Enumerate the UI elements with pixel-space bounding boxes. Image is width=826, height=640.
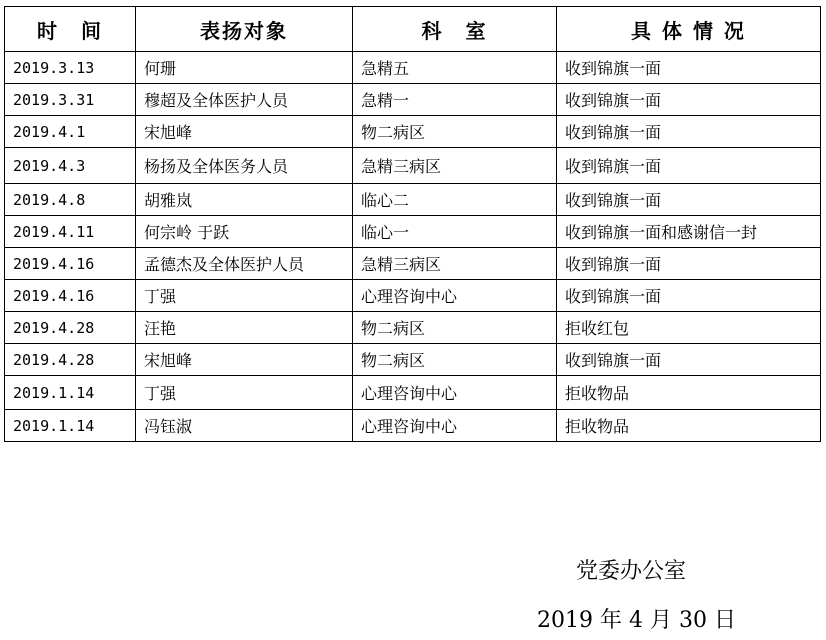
cell-person: 胡雅岚 xyxy=(136,184,353,216)
cell-person: 冯钰淑 xyxy=(136,410,353,442)
cell-department: 临心一 xyxy=(353,216,557,248)
cell-date: 2019.4.16 xyxy=(5,248,136,280)
cell-detail: 收到锦旗一面和感谢信一封 xyxy=(557,216,821,248)
cell-department: 物二病区 xyxy=(353,116,557,148)
cell-person: 丁强 xyxy=(136,376,353,410)
table-row xyxy=(5,84,821,116)
cell-date: 2019.4.28 xyxy=(5,344,136,376)
cell-date: 2019.4.11 xyxy=(5,216,136,248)
header-detail: 具 体 情 况 xyxy=(557,7,821,52)
cell-department: 心理咨询中心 xyxy=(353,280,557,312)
cell-date: 2019.3.31 xyxy=(5,84,136,116)
cell-department: 心理咨询中心 xyxy=(353,376,557,410)
cell-detail: 收到锦旗一面 xyxy=(557,84,821,116)
table-row xyxy=(5,52,821,84)
cell-person: 汪艳 xyxy=(136,312,353,344)
cell-date: 2019.4.16 xyxy=(5,280,136,312)
table-row xyxy=(5,312,821,344)
cell-detail: 拒收物品 xyxy=(557,410,821,442)
cell-department: 临心二 xyxy=(353,184,557,216)
cell-department: 急精一 xyxy=(353,84,557,116)
cell-department: 心理咨询中心 xyxy=(353,410,557,442)
cell-detail: 拒收物品 xyxy=(557,376,821,410)
header-date: 时 间 xyxy=(5,7,136,52)
cell-person: 孟德杰及全体医护人员 xyxy=(136,248,353,280)
cell-detail: 收到锦旗一面 xyxy=(557,52,821,84)
cell-date: 2019.4.3 xyxy=(5,148,136,184)
table-row xyxy=(5,376,821,410)
cell-person: 丁强 xyxy=(136,280,353,312)
cell-person: 宋旭峰 xyxy=(136,344,353,376)
table-row xyxy=(5,280,821,312)
cell-detail: 收到锦旗一面 xyxy=(557,184,821,216)
table-header-row xyxy=(5,7,821,52)
table-row xyxy=(5,148,821,184)
cell-detail: 收到锦旗一面 xyxy=(557,116,821,148)
cell-department: 物二病区 xyxy=(353,312,557,344)
cell-person: 宋旭峰 xyxy=(136,116,353,148)
issue-date: 2019 年 4 月 30 日 xyxy=(537,608,736,633)
table-row xyxy=(5,116,821,148)
cell-person: 何宗岭 于跃 xyxy=(136,216,353,248)
cell-detail: 收到锦旗一面 xyxy=(557,344,821,376)
cell-department: 物二病区 xyxy=(353,344,557,376)
cell-date: 2019.3.13 xyxy=(5,52,136,84)
cell-detail: 收到锦旗一面 xyxy=(557,248,821,280)
cell-date: 2019.1.14 xyxy=(5,410,136,442)
cell-date: 2019.1.14 xyxy=(5,376,136,410)
cell-person: 何珊 xyxy=(136,52,353,84)
cell-department: 急精三病区 xyxy=(353,248,557,280)
cell-person: 杨扬及全体医务人员 xyxy=(136,148,353,184)
header-department: 科 室 xyxy=(353,7,557,52)
cell-date: 2019.4.8 xyxy=(5,184,136,216)
cell-department: 急精三病区 xyxy=(353,148,557,184)
cell-detail: 收到锦旗一面 xyxy=(557,280,821,312)
cell-person: 穆超及全体医护人员 xyxy=(136,84,353,116)
commendation-table xyxy=(4,6,821,442)
table-row xyxy=(5,184,821,216)
cell-date: 2019.4.1 xyxy=(5,116,136,148)
table-row xyxy=(5,344,821,376)
header-person: 表扬对象 xyxy=(136,7,353,52)
cell-department: 急精五 xyxy=(353,52,557,84)
cell-date: 2019.4.28 xyxy=(5,312,136,344)
cell-detail: 拒收红包 xyxy=(557,312,821,344)
table-row xyxy=(5,216,821,248)
table-row xyxy=(5,248,821,280)
issuing-office: 党委办公室 xyxy=(576,559,687,584)
cell-detail: 收到锦旗一面 xyxy=(557,148,821,184)
table-row xyxy=(5,410,821,442)
